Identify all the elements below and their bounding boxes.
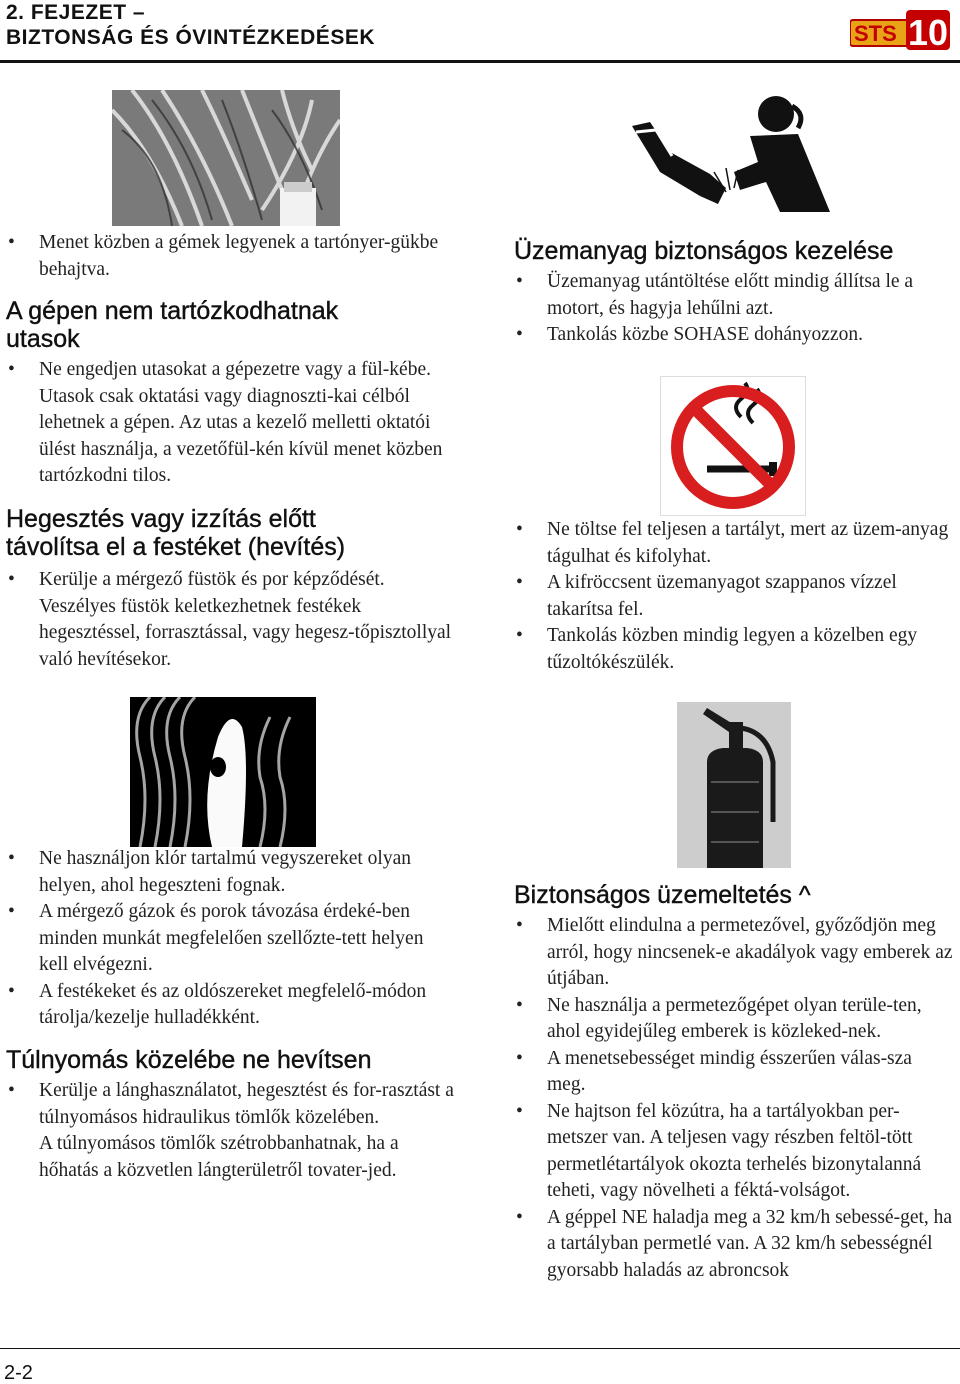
page-number: 2-2 xyxy=(4,1362,33,1384)
logo-number: 10 xyxy=(908,12,949,53)
welding-heading xyxy=(6,505,456,561)
page-header xyxy=(0,0,960,64)
list-item: • Ne engedjen utasokat a gépezetre vagy a fül-kébe. Utasok csak oktatási vagy diagnoszti-kai célból lehetnek a gépen. Az utas a kezelő melletti oktatói ülést használja, a vezetőfül-kén kívül menet közben tartózkodni tilos. xyxy=(6,357,456,490)
right-section-fuel xyxy=(514,237,954,349)
refueling-graphic xyxy=(630,92,842,220)
right-section-tank xyxy=(514,517,954,676)
list-item: • Ne használjon klór tartalmú vegyszereket olyan helyen, ahol hegeszteni fognak. xyxy=(6,846,456,899)
fire-extinguisher-image xyxy=(677,702,791,868)
pressure-heading: Túlnyomás közelébe ne hevítsen xyxy=(6,1046,372,1074)
list-item: • Üzemanyag utántöltése előtt mindig állítsa le a motort, és hagyja lehűlni azt. xyxy=(514,269,954,322)
list-item: • A kifröccsent üzemanyagot szappanos vízzel takarítsa fel. xyxy=(514,570,954,623)
left-section-passengers xyxy=(6,297,456,490)
no-smoking-graphic xyxy=(661,377,805,515)
operation-heading: Biztonságos üzemeltetés ^ xyxy=(514,881,811,909)
sts10-logo xyxy=(850,8,956,54)
list-item: • Tankolás közbe SOHASE dohányozzon. xyxy=(514,322,954,349)
left-section-welding xyxy=(6,505,456,673)
hose-burst-image xyxy=(112,90,340,226)
pressure-bullets xyxy=(6,1078,456,1131)
right-section-operation xyxy=(514,881,954,1284)
header-rule xyxy=(0,60,960,63)
refueling-image xyxy=(630,92,842,220)
list-item: • A menetsebességet mindig ésszerűen válas-sza meg. xyxy=(514,1046,954,1099)
fumes-graphic xyxy=(130,697,316,847)
left-section-pressure xyxy=(6,1046,456,1184)
fire-extinguisher-graphic xyxy=(677,702,791,868)
welding-heading-line1: Hegesztés vagy izzítás előtt xyxy=(6,505,316,533)
list-item: • Tankolás közben mindig legyen a közelben egy tűzoltókészülék. xyxy=(514,623,954,676)
passengers-heading-line1: A gépen nem tartózkodhatnak xyxy=(6,297,339,325)
welding-bullets xyxy=(6,567,456,594)
chapter-title-line1: 2. FEJEZET – xyxy=(6,1,146,24)
chapter-title xyxy=(6,0,375,50)
list-item: • Ne használja a permetezőgépet olyan terüle-ten, ahol egyidejűleg emberek is közleked-nek. xyxy=(514,993,954,1046)
list-item: • Kerülje a mérgező füstök és por képződését. xyxy=(6,567,456,594)
pressure-continuation: A túlnyomásos tömlők szétrobbanhatnak, ha a hőhatás a közvetlen lángterületről tovater-jed. xyxy=(39,1133,399,1181)
fuel-heading: Üzemanyag biztonságos kezelése xyxy=(514,237,894,265)
passengers-bullets xyxy=(6,357,456,490)
tank-bullets xyxy=(514,517,954,676)
fuel-bullets xyxy=(514,269,954,349)
hose-burst-graphic xyxy=(112,90,340,226)
list-item: • A festékeket és az oldószereket megfelelő-módon tárolja/kezelje hulladékként. xyxy=(6,979,456,1032)
left-section-booms xyxy=(6,230,456,283)
list-item: • Mielőtt elindulna a permetezővel, győződjön meg arról, hogy nincsenek-e akadályok vagy emberek az útjában. xyxy=(514,913,954,993)
list-item: • A mérgező gázok és porok távozása érdeké-ben minden munkát megfelelően szellőzte-tett helyen kell elvégezni. xyxy=(6,899,456,979)
list-item: • Ne hajtson fel közútra, ha a tartályokban per-metszer van. A teljesen vagy részben feltöl-tött permetlétartályok okozta terhelés bizonytalanná teheti, vagy növelheti a féktá-volságot. xyxy=(514,1099,954,1205)
list-item: • Ne töltse fel teljesen a tartályt, mert az üzem-anyag tágulhat és kifolyhat. xyxy=(514,517,954,570)
logo-text: STS xyxy=(854,21,897,46)
passengers-heading xyxy=(6,297,456,353)
list-item: • A géppel NE haladja meg a 32 km/h sebessé-get, ha a tartályban permetlé van. A 32 km/h sebességnél gyorsabb haladás az abroncsok xyxy=(514,1205,954,1285)
passengers-heading-line2: utasok xyxy=(6,325,80,353)
left-section-chemicals xyxy=(6,846,456,1032)
operation-bullets xyxy=(514,913,954,1284)
footer-rule xyxy=(0,1348,960,1349)
fumes-image xyxy=(130,697,316,847)
no-smoking-sign xyxy=(660,376,806,516)
list-item: • Kerülje a lánghasználatot, hegesztést és for-rasztást a túlnyomásos hidraulikus tömlők közelében. xyxy=(6,1078,456,1131)
chapter-title-line2: BIZTONSÁG ÉS ÓVINTÉZKEDÉSEK xyxy=(6,26,375,49)
welding-continuation: Veszélyes füstök keletkezhetnek festékek hegesztéssel, forrasztással, vagy hegesz-tőpisztollyal való hevítésekor. xyxy=(39,595,452,670)
booms-bullets xyxy=(6,230,456,283)
chemicals-bullets xyxy=(6,846,456,1032)
list-item: • Menet közben a gémek legyenek a tartónyer-gükbe behajtva. xyxy=(6,230,456,283)
welding-heading-line2: távolítsa el a festéket (hevítés) xyxy=(6,533,346,561)
